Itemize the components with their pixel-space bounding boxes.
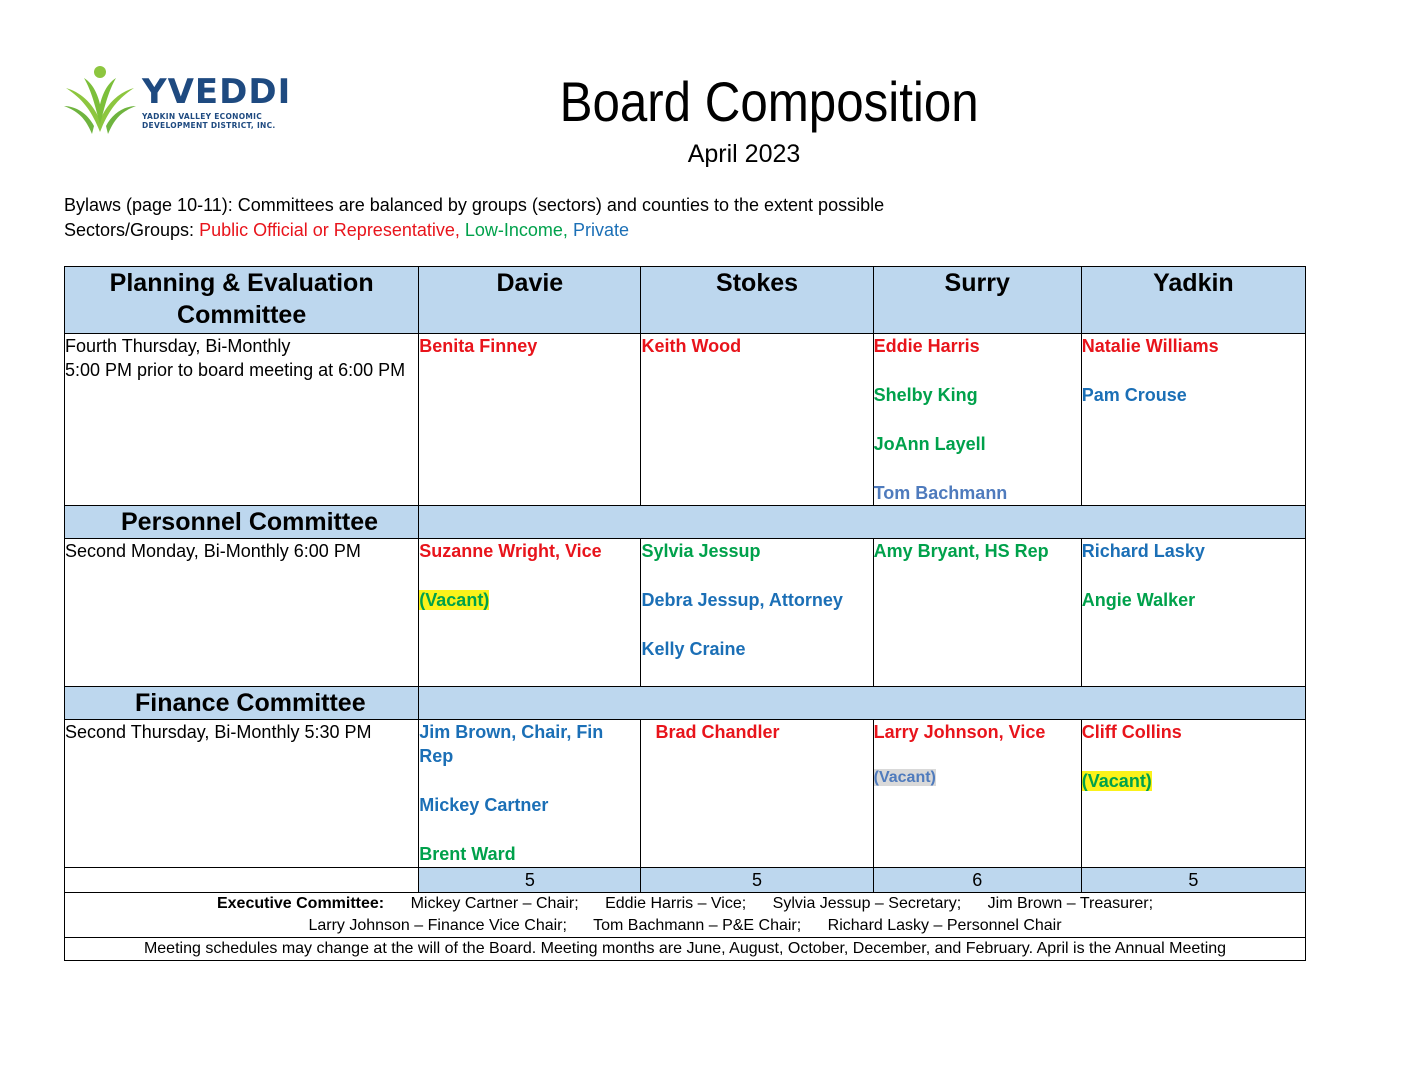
logo-subtitle: YADKIN VALLEY ECONOMIC DEVELOPMENT DISTRICT, INC.	[142, 112, 276, 130]
note-row	[65, 938, 1306, 961]
personnel-schedule: Second Monday, Bi-Monthly 6:00 PM	[65, 539, 419, 687]
sectors-label: Sectors/Groups:	[64, 220, 195, 240]
executive-label: Executive Committee:	[216, 895, 385, 912]
executive-committee	[65, 893, 1306, 938]
finance-row	[65, 720, 1306, 868]
header-committee: Planning & Evaluation Committee	[65, 267, 419, 334]
exec-member: Sylvia Jessup – Secretary;	[772, 895, 962, 912]
header-yadkin: Yadkin	[1081, 267, 1305, 334]
member-name	[874, 764, 1081, 790]
count-surry: 6	[873, 868, 1081, 893]
vacant-badge: (Vacant)	[419, 590, 490, 610]
member-name: Sylvia Jessup	[641, 541, 761, 561]
sector-private: Private	[572, 220, 629, 240]
personnel-band-row	[65, 506, 1306, 539]
sector-low-income: Low-Income,	[464, 220, 568, 240]
personnel-committee-title: Personnel Committee	[65, 506, 419, 539]
member-name: Amy Bryant, HS Rep	[873, 541, 1049, 561]
planning-surry	[873, 334, 1081, 506]
personnel-davie	[419, 539, 641, 687]
count-davie: 5	[419, 868, 641, 893]
member-name: Brad Chandler	[655, 722, 780, 742]
finance-stokes	[641, 720, 873, 868]
member-name	[419, 588, 640, 612]
exec-member: Jim Brown – Treasurer;	[987, 895, 1154, 912]
finance-schedule: Second Thursday, Bi-Monthly 5:30 PM	[65, 720, 419, 868]
count-label-cell	[65, 868, 419, 893]
exec-member: Larry Johnson – Finance Vice Chair;	[308, 917, 567, 934]
count-stokes: 5	[641, 868, 873, 893]
member-name	[1082, 769, 1305, 793]
header-row	[65, 267, 1306, 334]
member-name: Brent Ward	[419, 844, 516, 864]
page-subtitle: April 2023	[687, 140, 801, 168]
executive-row	[65, 893, 1306, 938]
logo-name: YVEDDI	[142, 72, 292, 112]
finance-surry	[873, 720, 1081, 868]
member-name: Richard Lasky	[1081, 541, 1205, 561]
planning-schedule: Fourth Thursday, Bi-Monthly 5:00 PM prior to board meeting at 6:00 PM	[65, 334, 419, 506]
member-name: Eddie Harris	[873, 336, 980, 356]
planning-row	[65, 334, 1306, 506]
personnel-row	[65, 539, 1306, 687]
board-table	[64, 266, 1306, 961]
member-name: Shelby King	[873, 385, 978, 405]
header-davie: Davie	[419, 267, 641, 334]
member-name: Mickey Cartner	[419, 795, 549, 815]
finance-band-row	[65, 687, 1306, 720]
finance-committee-title: Finance Committee	[65, 687, 419, 720]
member-name: Larry Johnson, Vice	[873, 722, 1046, 742]
exec-member: Mickey Cartner – Chair;	[410, 895, 579, 912]
band-fill	[419, 687, 1306, 720]
member-name: Cliff Collins	[1081, 722, 1182, 742]
finance-davie	[419, 720, 641, 868]
page-title: Board Composition	[559, 70, 979, 133]
personnel-stokes	[641, 539, 873, 687]
member-name: Keith Wood	[641, 336, 742, 356]
member-name: Benita Finney	[419, 336, 538, 356]
personnel-surry	[873, 539, 1081, 687]
header-surry: Surry	[873, 267, 1081, 334]
member-name: Kelly Craine	[641, 639, 746, 659]
member-name: Angie Walker	[1081, 590, 1196, 610]
member-name: Suzanne Wright, Vice	[419, 541, 602, 561]
finance-yadkin	[1081, 720, 1305, 868]
count-yadkin: 5	[1081, 868, 1305, 893]
personnel-yadkin	[1081, 539, 1305, 687]
bylaws-text: Bylaws (page 10-11): Committees are balanced by groups (sectors) and counties to the extent possible	[64, 195, 885, 215]
header-stokes: Stokes	[641, 267, 873, 334]
count-row	[65, 868, 1306, 893]
planning-davie	[419, 334, 641, 506]
planning-yadkin	[1081, 334, 1305, 506]
member-name: Natalie Williams	[1081, 336, 1219, 356]
exec-member: Eddie Harris – Vice;	[605, 895, 747, 912]
vacant-badge: (Vacant)	[1081, 771, 1152, 791]
sector-public: Public Official or Representative,	[199, 220, 460, 240]
planning-stokes	[641, 334, 873, 506]
member-name: Jim Brown, Chair, Fin Rep	[419, 722, 604, 766]
sectors-legend	[64, 219, 629, 241]
member-name: Tom Bachmann	[873, 483, 1008, 503]
exec-member: Tom Bachmann – P&E Chair;	[593, 917, 802, 934]
band-fill	[419, 506, 1306, 539]
exec-member: Richard Lasky – Personnel Chair	[827, 917, 1062, 934]
member-name: Debra Jessup, Attorney	[641, 590, 843, 610]
member-name: Pam Crouse	[1081, 385, 1187, 405]
vacant-badge: (Vacant)	[873, 769, 936, 786]
meeting-note: Meeting schedules may change at the will of the Board. Meeting months are June, August, October, December, and February. April is the Annual Meeting	[65, 938, 1306, 961]
member-name: JoAnn Layell	[873, 434, 986, 454]
